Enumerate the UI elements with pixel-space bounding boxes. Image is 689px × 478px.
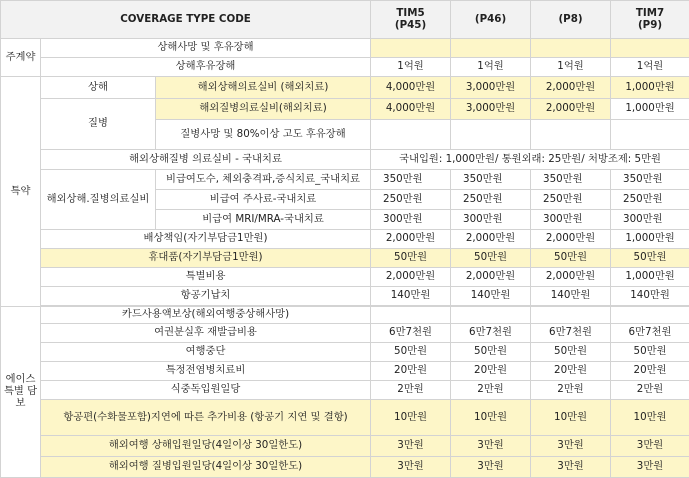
value-cell: 10만원 [611, 400, 689, 436]
value-cell: 250만원 [451, 190, 531, 210]
section-main-label: 주계약 [1, 39, 41, 77]
value-cell: 50만원 [371, 249, 451, 268]
table-row [1, 307, 689, 324]
table-row [1, 39, 689, 58]
value-cell: 50만원 [371, 343, 451, 362]
value-cell: 140만원 [611, 287, 689, 306]
value-cell: 2,000만원 [531, 230, 611, 249]
value-cell [371, 307, 451, 324]
row-label: 카드사용액보상(해외여행중상해사망) [41, 307, 371, 324]
row-label: 특별비용 [41, 268, 371, 287]
plan-header-4-top: TIM7 [636, 7, 664, 19]
row-label: 질병사망 및 80%이상 고도 후유장해 [156, 120, 371, 150]
table-row [1, 170, 689, 190]
value-cell: 4,000만원 [371, 77, 451, 99]
value-cell: 3만원 [451, 436, 531, 457]
value-cell: 1,000만원 [611, 77, 689, 99]
section-special-label: 특약 [1, 77, 41, 307]
value-cell: 140만원 [371, 287, 451, 306]
value-cell: 250만원 [531, 190, 611, 210]
value-cell [451, 39, 531, 58]
value-cell: 350만원 [451, 170, 531, 190]
table-row [1, 249, 689, 268]
plan-header-4 [611, 1, 689, 39]
plan-header-3 [531, 1, 611, 39]
value-cell: 250만원 [611, 190, 689, 210]
value-cell [611, 307, 689, 324]
row-label: 특정전염병치료비 [41, 362, 371, 381]
table-row [1, 324, 689, 343]
table-row [1, 230, 689, 249]
value-cell: 2,000만원 [531, 268, 611, 287]
value-cell: 3만원 [371, 457, 451, 478]
value-cell [371, 120, 451, 150]
value-cell: 2,000만원 [531, 99, 611, 120]
table-row [1, 58, 689, 77]
table-row [1, 457, 689, 478]
value-cell: 3만원 [611, 457, 689, 478]
table-row [1, 343, 689, 362]
section-ace-label: 에이스 특별 담보 [1, 307, 41, 478]
value-cell: 350만원 [611, 170, 689, 190]
row-label: 비급여 MRI/MRA-국내치료 [156, 210, 371, 230]
value-cell: 300만원 [371, 210, 451, 230]
value-cell: 20만원 [611, 362, 689, 381]
row-label: 해외여행 질병입원일당(4일이상 30일한도) [41, 457, 371, 478]
plan-header-3-sub: (P8) [533, 14, 608, 26]
coverage-type-code-header: COVERAGE TYPE CODE [1, 1, 371, 39]
value-cell: 300만원 [611, 210, 689, 230]
value-cell: 2만원 [371, 381, 451, 400]
table-row [1, 77, 689, 99]
group-disease-label: 질병 [41, 99, 156, 150]
value-cell [611, 120, 689, 150]
row-label: 상해사망 및 후유장해 [41, 39, 371, 58]
value-cell: 140만원 [531, 287, 611, 306]
value-cell: 2,000만원 [371, 268, 451, 287]
value-cell: 2,000만원 [451, 268, 531, 287]
row-label: 항공편(수화물포함)지연에 따른 추가비용 (항공기 지연 및 결항) [41, 400, 371, 436]
row-label: 배상책임(자기부담금1만원) [41, 230, 371, 249]
value-cell: 20만원 [531, 362, 611, 381]
value-cell [451, 307, 531, 324]
value-cell: 1,000만원 [611, 230, 689, 249]
plan-header-1-sub: (P45) [373, 20, 448, 32]
value-cell: 350만원 [531, 170, 611, 190]
table-row [1, 362, 689, 381]
row-label: 여행중단 [41, 343, 371, 362]
value-cell: 6만7천원 [371, 324, 451, 343]
value-cell: 50만원 [611, 343, 689, 362]
value-cell: 3만원 [531, 457, 611, 478]
value-cell: 50만원 [531, 343, 611, 362]
plan-header-2 [451, 1, 531, 39]
table-row [1, 400, 689, 436]
group-overseas-medical-label: 해외상해.질병의료실비 [41, 170, 156, 230]
value-cell: 2만원 [611, 381, 689, 400]
table-row [1, 381, 689, 400]
group-injury-label: 상해 [41, 77, 156, 99]
value-cell: 140만원 [451, 287, 531, 306]
value-cell: 3만원 [611, 436, 689, 457]
row-label: 상해후유장해 [41, 58, 371, 77]
value-cell: 350만원 [371, 170, 451, 190]
plan-header-1-top: TIM5 [396, 7, 424, 19]
domestic-treatment-limits: 국내입원: 1,000만원/ 통원외래: 25만원/ 처방조제: 5만원 [371, 150, 689, 170]
row-label: 비급여 주사료-국내치료 [156, 190, 371, 210]
row-label: 휴대품(자기부담금1만원) [41, 249, 371, 268]
row-label: 해외상해질병 의료실비 - 국내치료 [41, 150, 371, 170]
header-row [1, 1, 689, 39]
row-label: 비급여도수, 체외충격파,증식치료_국내치료 [156, 170, 371, 190]
value-cell: 20만원 [371, 362, 451, 381]
value-cell: 6만7천원 [611, 324, 689, 343]
value-cell: 50만원 [451, 343, 531, 362]
value-cell [611, 39, 689, 58]
value-cell: 20만원 [451, 362, 531, 381]
plan-header-2-sub: (P46) [453, 14, 528, 26]
value-cell: 3만원 [451, 457, 531, 478]
value-cell [451, 120, 531, 150]
row-label: 해외여행 상해입원일당(4일이상 30일한도) [41, 436, 371, 457]
table-row [1, 287, 689, 306]
value-cell: 3만원 [531, 436, 611, 457]
row-label: 여권분실후 재발급비용 [41, 324, 371, 343]
table-row [1, 436, 689, 457]
value-cell: 250만원 [371, 190, 451, 210]
value-cell: 300만원 [531, 210, 611, 230]
value-cell: 4,000만원 [371, 99, 451, 120]
value-cell: 10만원 [531, 400, 611, 436]
value-cell: 50만원 [531, 249, 611, 268]
table-row [1, 99, 689, 120]
value-cell: 2만원 [451, 381, 531, 400]
plan-header-1 [371, 1, 451, 39]
value-cell: 3만원 [371, 436, 451, 457]
value-cell: 300만원 [451, 210, 531, 230]
plan-header-4-sub: (P9) [613, 20, 687, 32]
value-cell: 3,000만원 [451, 77, 531, 99]
row-label: 항공기납치 [41, 287, 371, 306]
value-cell: 1,000만원 [611, 268, 689, 287]
value-cell: 6만7천원 [451, 324, 531, 343]
row-label: 해외상해의료실비 (해외치료) [156, 77, 371, 99]
value-cell: 6만7천원 [531, 324, 611, 343]
value-cell [531, 39, 611, 58]
value-cell: 1억원 [451, 58, 531, 77]
row-label: 식중독입원일당 [41, 381, 371, 400]
value-cell: 1억원 [371, 58, 451, 77]
value-cell: 1억원 [531, 58, 611, 77]
table-row [1, 268, 689, 287]
value-cell: 2,000만원 [451, 230, 531, 249]
row-label: 해외질병의료실비(해외치료) [156, 99, 371, 120]
value-cell: 2만원 [531, 381, 611, 400]
value-cell: 10만원 [371, 400, 451, 436]
value-cell: 3,000만원 [451, 99, 531, 120]
table-row [1, 150, 689, 170]
value-cell [371, 39, 451, 58]
value-cell: 2,000만원 [531, 77, 611, 99]
value-cell: 50만원 [451, 249, 531, 268]
value-cell: 1억원 [611, 58, 689, 77]
value-cell [531, 120, 611, 150]
value-cell: 1,000만원 [611, 99, 689, 120]
value-cell: 2,000만원 [371, 230, 451, 249]
value-cell: 10만원 [451, 400, 531, 436]
value-cell: 50만원 [611, 249, 689, 268]
value-cell [531, 307, 611, 324]
